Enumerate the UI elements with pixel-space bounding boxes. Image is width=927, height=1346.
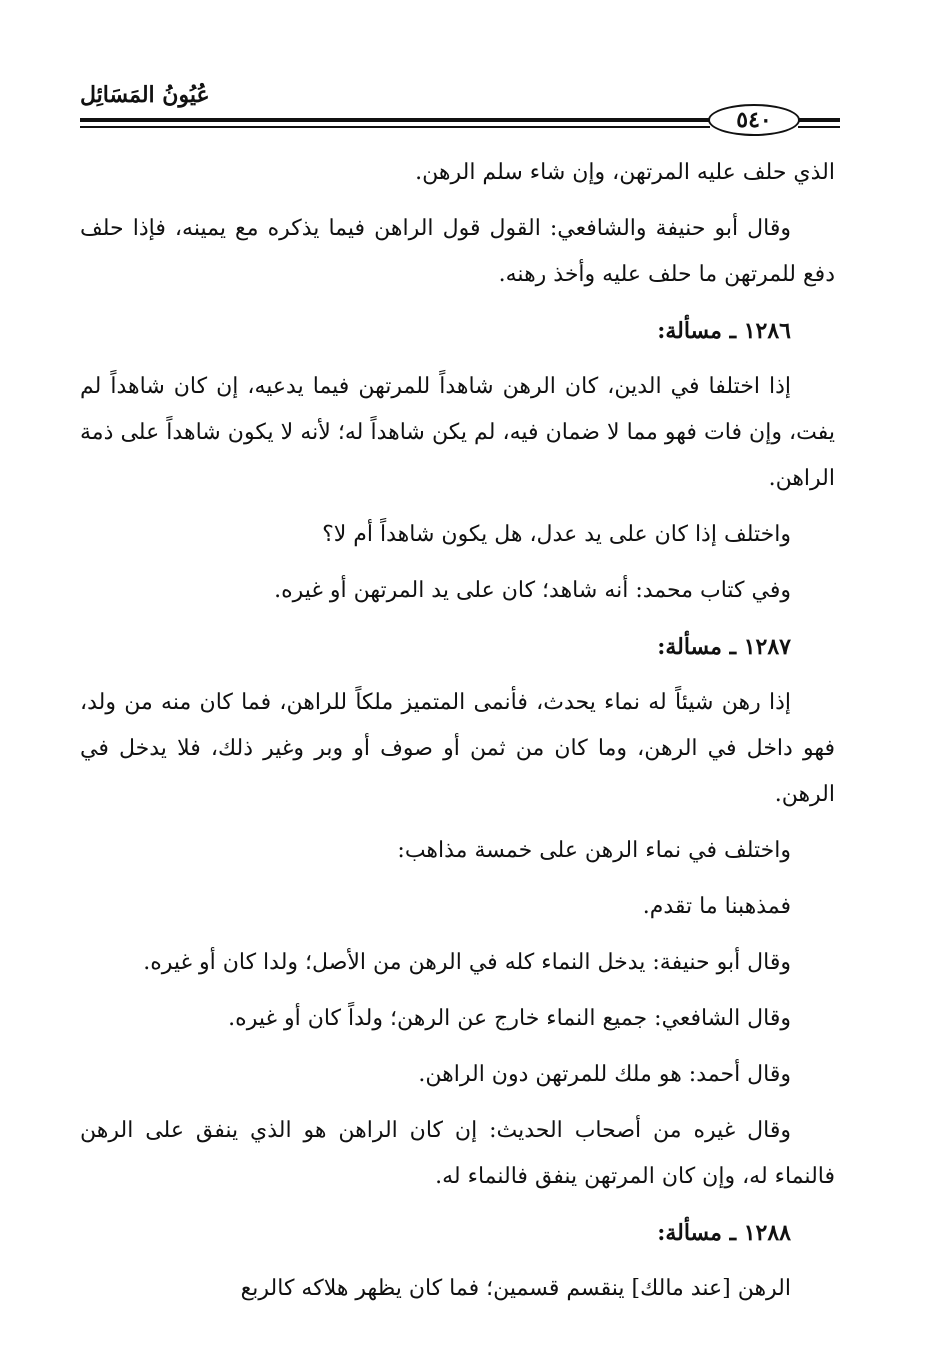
header-rule-thick — [80, 118, 710, 122]
paragraph: وقال الشافعي: جميع النماء خارج عن الرهن؛ ولداً كان أو غيره. — [228, 1006, 791, 1031]
issue-heading: ١٢٨٨ ـ مسألة: — [657, 1220, 791, 1246]
book-title: عُيُونُ المَسَائِل — [80, 82, 210, 108]
paragraph: إذا اختلفا في الدين، كان الرهن شاهداً للمرتهن فيما يدعيه، إن كان شاهداً لم يفت، وإن فات فهو مما لا ضمان فيه، لم يكن شاهداً له؛ لأنه لا يكون شاهداً على ذمة الراهن. — [80, 374, 835, 491]
paragraph: الذي حلف عليه المرتهن، وإن شاء سلم الرهن. — [415, 160, 835, 185]
page-number: ٥٤٠ — [736, 107, 772, 133]
page-body — [80, 150, 835, 1322]
paragraph: فمذهبنا ما تقدم. — [642, 894, 791, 919]
issue-heading: ١٢٨٦ ـ مسألة: — [657, 318, 791, 344]
paragraph: وفي كتاب محمد: أنه شاهد؛ كان على يد المرتهن أو غيره. — [274, 578, 791, 603]
paragraph: وقال غيره من أصحاب الحديث: إن كان الراهن هو الذي ينفق على الرهن فالنماء له، وإن كان المرتهن ينفق فالنماء له. — [80, 1118, 835, 1189]
header-rule-right-thin — [798, 126, 840, 128]
issue-heading: ١٢٨٧ ـ مسألة: — [657, 634, 791, 660]
header-rule-thin — [80, 126, 710, 128]
paragraph: وقال أحمد: هو ملك للمرتهن دون الراهن. — [418, 1062, 791, 1087]
header-rule-right-thick — [798, 118, 840, 122]
paragraph: إذا رهن شيئاً له نماء يحدث، فأنمى المتميز ملكاً للراهن، فما كان منه من ولد، فهو داخل في الرهن، وما كان من ثمن أو صوف أو وبر وغير ذلك، فلا يدخل في الرهن. — [80, 690, 835, 807]
page-number-frame — [708, 104, 800, 136]
paragraph: وقال أبو حنيفة والشافعي: القول قول الراهن فيما يذكره مع يمينه، فإذا حلف دفع للمرتهن ما حلف عليه وأخذ رهنه. — [80, 216, 835, 287]
paragraph: وقال أبو حنيفة: يدخل النماء كله في الرهن من الأصل؛ ولدا كان أو غيره. — [143, 950, 791, 975]
paragraph: واختلف في نماء الرهن على خمسة مذاهب: — [397, 838, 791, 863]
page-header — [80, 80, 840, 140]
paragraph: الرهن [عند مالك] ينقسم قسمين؛ فما كان يظهر هلاكه كالربع — [240, 1276, 791, 1301]
paragraph: واختلف إذا كان على يد عدل، هل يكون شاهداً أم لا؟ — [322, 522, 791, 547]
